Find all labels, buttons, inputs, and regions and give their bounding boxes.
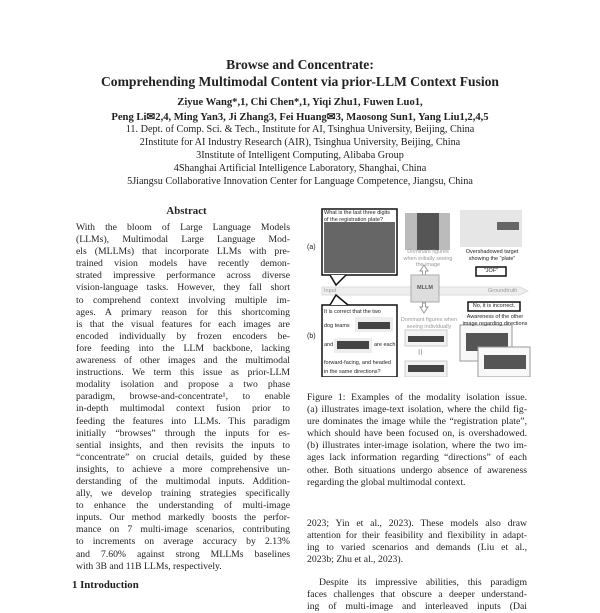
paper-title-line-2: Comprehending Multimodal Content via prior-LLM Context Fusion bbox=[100, 74, 499, 89]
text-line: which should have been focused on, is overshadowed. bbox=[307, 428, 527, 440]
text-line: 2023b; Zhu et al., 2023). bbox=[307, 554, 404, 566]
text-line: feeding the features into LLMs. This paradigm bbox=[76, 415, 290, 427]
answer-b: No, it is incorrect. bbox=[472, 303, 516, 309]
text-line: “concentrate” on crucial details, guided by these bbox=[76, 451, 290, 463]
text-line: With the bloom of Large Language Models bbox=[76, 222, 290, 233]
photo-child-dog bbox=[324, 222, 395, 273]
text-line: inputs. Our method markedly boosts the perfor- bbox=[76, 512, 290, 524]
text-line: attention for their feasibility and flexibility in adapt- bbox=[307, 530, 527, 542]
text-line: insights, to achieve a more comprehensive un- bbox=[76, 463, 290, 475]
text-line: ages lack information regarding “directions” of each bbox=[307, 452, 527, 464]
text-line: fore feeding into the LLM backbone, lacking bbox=[76, 342, 290, 354]
answer-a: "JOF" bbox=[483, 268, 499, 274]
text-line: paradigm, browse-and-concentrate¹, to enable bbox=[76, 391, 290, 403]
authors-line-2: Peng Li✉2,4, Ming Yan3, Ji Zhang3, Fei Huang✉3, Maosong Sun1, Yang Liu1,2,4,5 bbox=[111, 112, 489, 123]
text-line: els (MLLMs) that incorporate LLMs with pre- bbox=[76, 246, 290, 258]
text-line: encoded individually by frozen encoders be- bbox=[76, 330, 290, 342]
text-line: in-depth multimodal context fusion prior to bbox=[76, 403, 290, 415]
text-line: instructions. We term this issue as prior-LLM bbox=[76, 367, 290, 379]
text-line: trained vision models have recently demon- bbox=[76, 258, 290, 270]
dominant-individual-caption: Dominant figures when seeing individually bbox=[400, 317, 458, 330]
groundtruth-label: Groundtruth bbox=[488, 288, 518, 294]
affiliation-5: 5Jiangsu Collaborative Innovation Center for Language Competence, Jiangsu, China bbox=[127, 176, 473, 187]
question-b-line: and bbox=[324, 342, 334, 348]
text-line: sential insights, and then revisits the inputs to bbox=[76, 439, 290, 451]
equals-sign: II bbox=[418, 348, 423, 357]
text-line: ally, we develop training strategies specifically bbox=[76, 488, 290, 500]
text-line: ure dominates the image while the “registration plate”, bbox=[307, 416, 527, 428]
abstract-heading: Abstract bbox=[166, 205, 207, 217]
text-line: ing of multi-image and interleaved inputs (Dai bbox=[307, 601, 527, 613]
affiliation-2: 2Institute for AI Industry Research (AIR), Tsinghua University, Beijing, China bbox=[139, 137, 461, 148]
input-label: Input bbox=[324, 288, 337, 294]
text-line: ages. A primary reason for this shortcoming bbox=[76, 306, 290, 318]
label-a: (a) bbox=[307, 244, 316, 251]
authors-line-1: Ziyue Wang*,1, Chi Chen*,1, Yiqi Zhu1, Fuwen Luo1, bbox=[177, 97, 423, 108]
abstract-body bbox=[76, 222, 290, 573]
text-line: 2023; Yin et al., 2023). These models also draw bbox=[307, 518, 527, 529]
dominant-initial-caption: Dominant figures when initially seeing the image bbox=[403, 249, 453, 268]
text-line: other. Both situations undergo absence of awareness bbox=[307, 464, 527, 476]
text-line: to enhance the understanding of multi-image bbox=[76, 500, 290, 512]
figure-caption bbox=[307, 392, 527, 489]
question-b-line: forward-facing, and headed bbox=[324, 360, 391, 366]
affiliation-4: 4Shanghai Artificial Intelligence Laboratory, Shanghai, China bbox=[173, 163, 427, 174]
awareness-caption: Awareness of the other image regarding directions bbox=[462, 314, 528, 327]
affiliation-3: 3Institute of Intelligent Computing, Alibaba Group bbox=[196, 150, 404, 161]
question-a: What is the last three digits of the registration plate? bbox=[324, 210, 391, 223]
body-paragraph-1 bbox=[307, 518, 527, 566]
affiliation-1: 11. Dept. of Comp. Sci. & Tech., Institute for AI, Tsinghua University, Beijing, China bbox=[125, 124, 475, 135]
text-line: to comprehend context involving multiple im- bbox=[76, 294, 290, 306]
question-b-line: dog teams bbox=[324, 323, 350, 329]
text-line: and 7.60% against strong MLLMs baselines bbox=[76, 548, 290, 560]
text-line: Figure 1: Examples of the modality isolation issue. bbox=[307, 392, 527, 403]
label-b: (b) bbox=[307, 333, 316, 340]
question-b-line: in the same directions? bbox=[324, 369, 381, 375]
text-line: derstanding of the multimodal inputs. Addition- bbox=[76, 475, 290, 487]
text-line: mance on 7 multi-image scenarios, contributing bbox=[76, 524, 290, 536]
text-line: Despite its impressive abilities, this paradigm bbox=[319, 577, 527, 588]
text-line: faces challenges that obscure a deeper understand- bbox=[307, 589, 527, 601]
paper-title-line-1: Browse and Concentrate: bbox=[226, 57, 374, 72]
figure-1 bbox=[300, 205, 550, 377]
mllm-label: MLLM bbox=[417, 285, 433, 291]
body-paragraph-2 bbox=[307, 577, 527, 613]
text-line: vision-language tasks. However, they fall short bbox=[76, 282, 290, 294]
text-line: initially “browses” through the inputs for es- bbox=[76, 427, 290, 439]
text-line: with 3B and 11B LLMs, respectively. bbox=[76, 560, 222, 572]
text-line: ing to varied scenarios and demands (Liu et al., bbox=[307, 542, 527, 554]
text-line: strated impressive performance across diverse bbox=[76, 270, 290, 282]
question-b-line: It is correct that the two bbox=[324, 309, 381, 315]
overshadowed-caption: Overshadowed target showing the “plate” bbox=[465, 249, 519, 262]
text-line: (LLMs), Multimodal Large Language Mod- bbox=[76, 234, 290, 246]
section-heading-introduction: 1 Introduction bbox=[72, 579, 139, 591]
text-line: (a) illustrates image-text isolation, where the child fig- bbox=[307, 404, 527, 416]
text-line: (b) illustrates inter-image isolation, where the two im- bbox=[307, 440, 527, 452]
text-line: modality isolation and propose a two phase bbox=[76, 379, 290, 391]
text-line: to increments on average accuracy by 2.13% bbox=[76, 536, 290, 548]
text-line: awareness of other images and the multimodal bbox=[76, 355, 290, 367]
text-line: regarding the global multimodal context. bbox=[307, 476, 466, 488]
text-line: is that the visual features for each images are bbox=[76, 318, 290, 330]
question-b-line: are each bbox=[374, 342, 396, 348]
